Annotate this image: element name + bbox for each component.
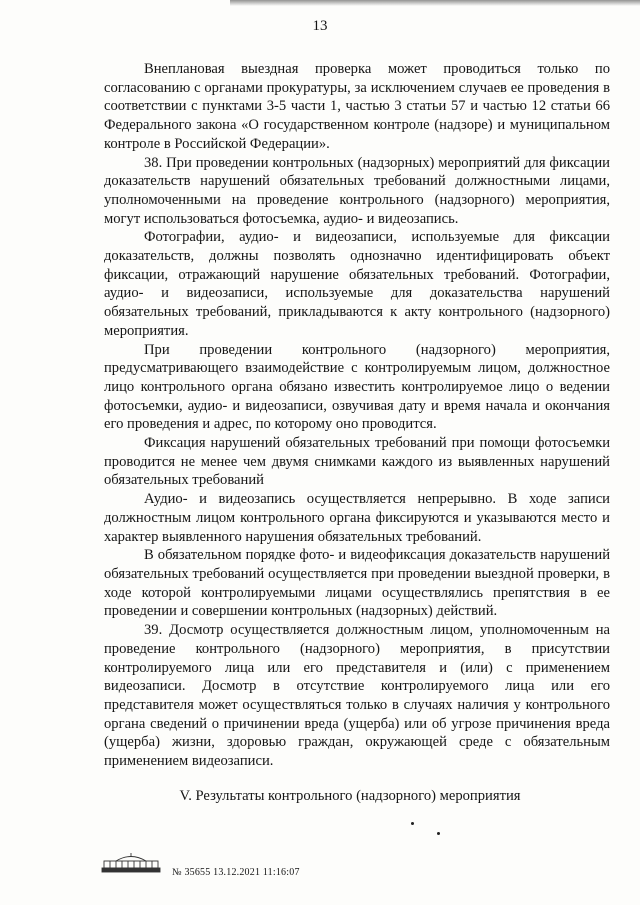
- paragraph: В обязательном порядке фото- и видеофиксация доказательств нарушений обязательных требований осуществляется при проведении выездной проверки, в ходе которой контролируемыми лицами осуществлялись препятствия в ее проведении и совершении контрольных (надзорных) действий.: [104, 547, 610, 620]
- registration-number-timestamp: 35655 13.12.2021 11:16:07: [184, 867, 300, 878]
- scan-speck: [437, 832, 440, 835]
- paragraph: Внеплановая выездная проверка может проводиться только по согласованию с органами прокуратуры, за исключением случаев ее проведения в соответствии с пунктами 3-5 части 1, частью 3 статьи 57 и частью 12 статьи 66 Федерального закона «О государственном контроле (надзоре) и муниципальном контроле в Российской Федерации».: [104, 61, 610, 152]
- document-body: [104, 60, 610, 771]
- paragraph: Фотографии, аудио- и видеозаписи, используемые для фиксации доказательств, должны позволять однозначно идентифицировать объект фиксации, отражающий нарушение обязательных требований. Фотографии, аудио- и видеозаписи, используемые для доказательства нарушений обязательных требований, прикладываются к акту контрольного (надзорного) мероприятия.: [104, 229, 610, 339]
- scan-speck: [411, 822, 414, 825]
- scan-shadow-edge: [230, 0, 640, 6]
- paragraph: 38. При проведении контрольных (надзорных) мероприятий для фиксации доказательств нарушений обязательных требований должностными лицами, уполномоченными на проведение контрольного (надзорного) мероприятия, могут использоваться фотосъемка, аудио- и видеозапись.: [104, 154, 610, 227]
- number-sign-icon: №: [172, 867, 182, 878]
- paragraph: Фиксация нарушений обязательных требований при помощи фотосъемки проводится не менее чем двумя снимками каждого из выявленных нарушений обязательных требований: [104, 435, 610, 489]
- paragraph: При проведении контрольного (надзорного) мероприятия, предусматривающего взаимодействие с контролируемым лицом, должностное лицо контрольного органа обязано известить контролируемое лицо о ведении фотосъемки, аудио- и видеозаписи, озвучивая дату и время начала и окончания его проведения и адрес, по которому оно проводится.: [104, 341, 610, 433]
- government-building-icon: [96, 851, 166, 873]
- section-heading: V. Результаты контрольного (надзорного) мероприятия: [179, 788, 521, 804]
- paragraph: 39. Досмотр осуществляется должностным лицом, уполномоченным на проведение контрольного (надзорного) мероприятия, в присутствии контролируемого лица или его представителя и (или) с применением видеозаписи. Досмотр в отсутствие контролируемого лица или его представителя может осуществляться только в случаях наличия у контрольного органа сведений о причинении вреда (ущерба) или об угрозе причинения вреда (ущерба) жизни, здоровью граждан, окружающей среде с обязательным применением видеозаписи.: [104, 622, 610, 770]
- page-number: 13: [312, 18, 328, 34]
- document-registration-id: [172, 867, 300, 878]
- paragraph: Аудио- и видеозапись осуществляется непрерывно. В ходе записи должностным лицом контрольного органа фиксируются и указываются место и характер выявленного нарушения обязательных требований.: [104, 491, 610, 545]
